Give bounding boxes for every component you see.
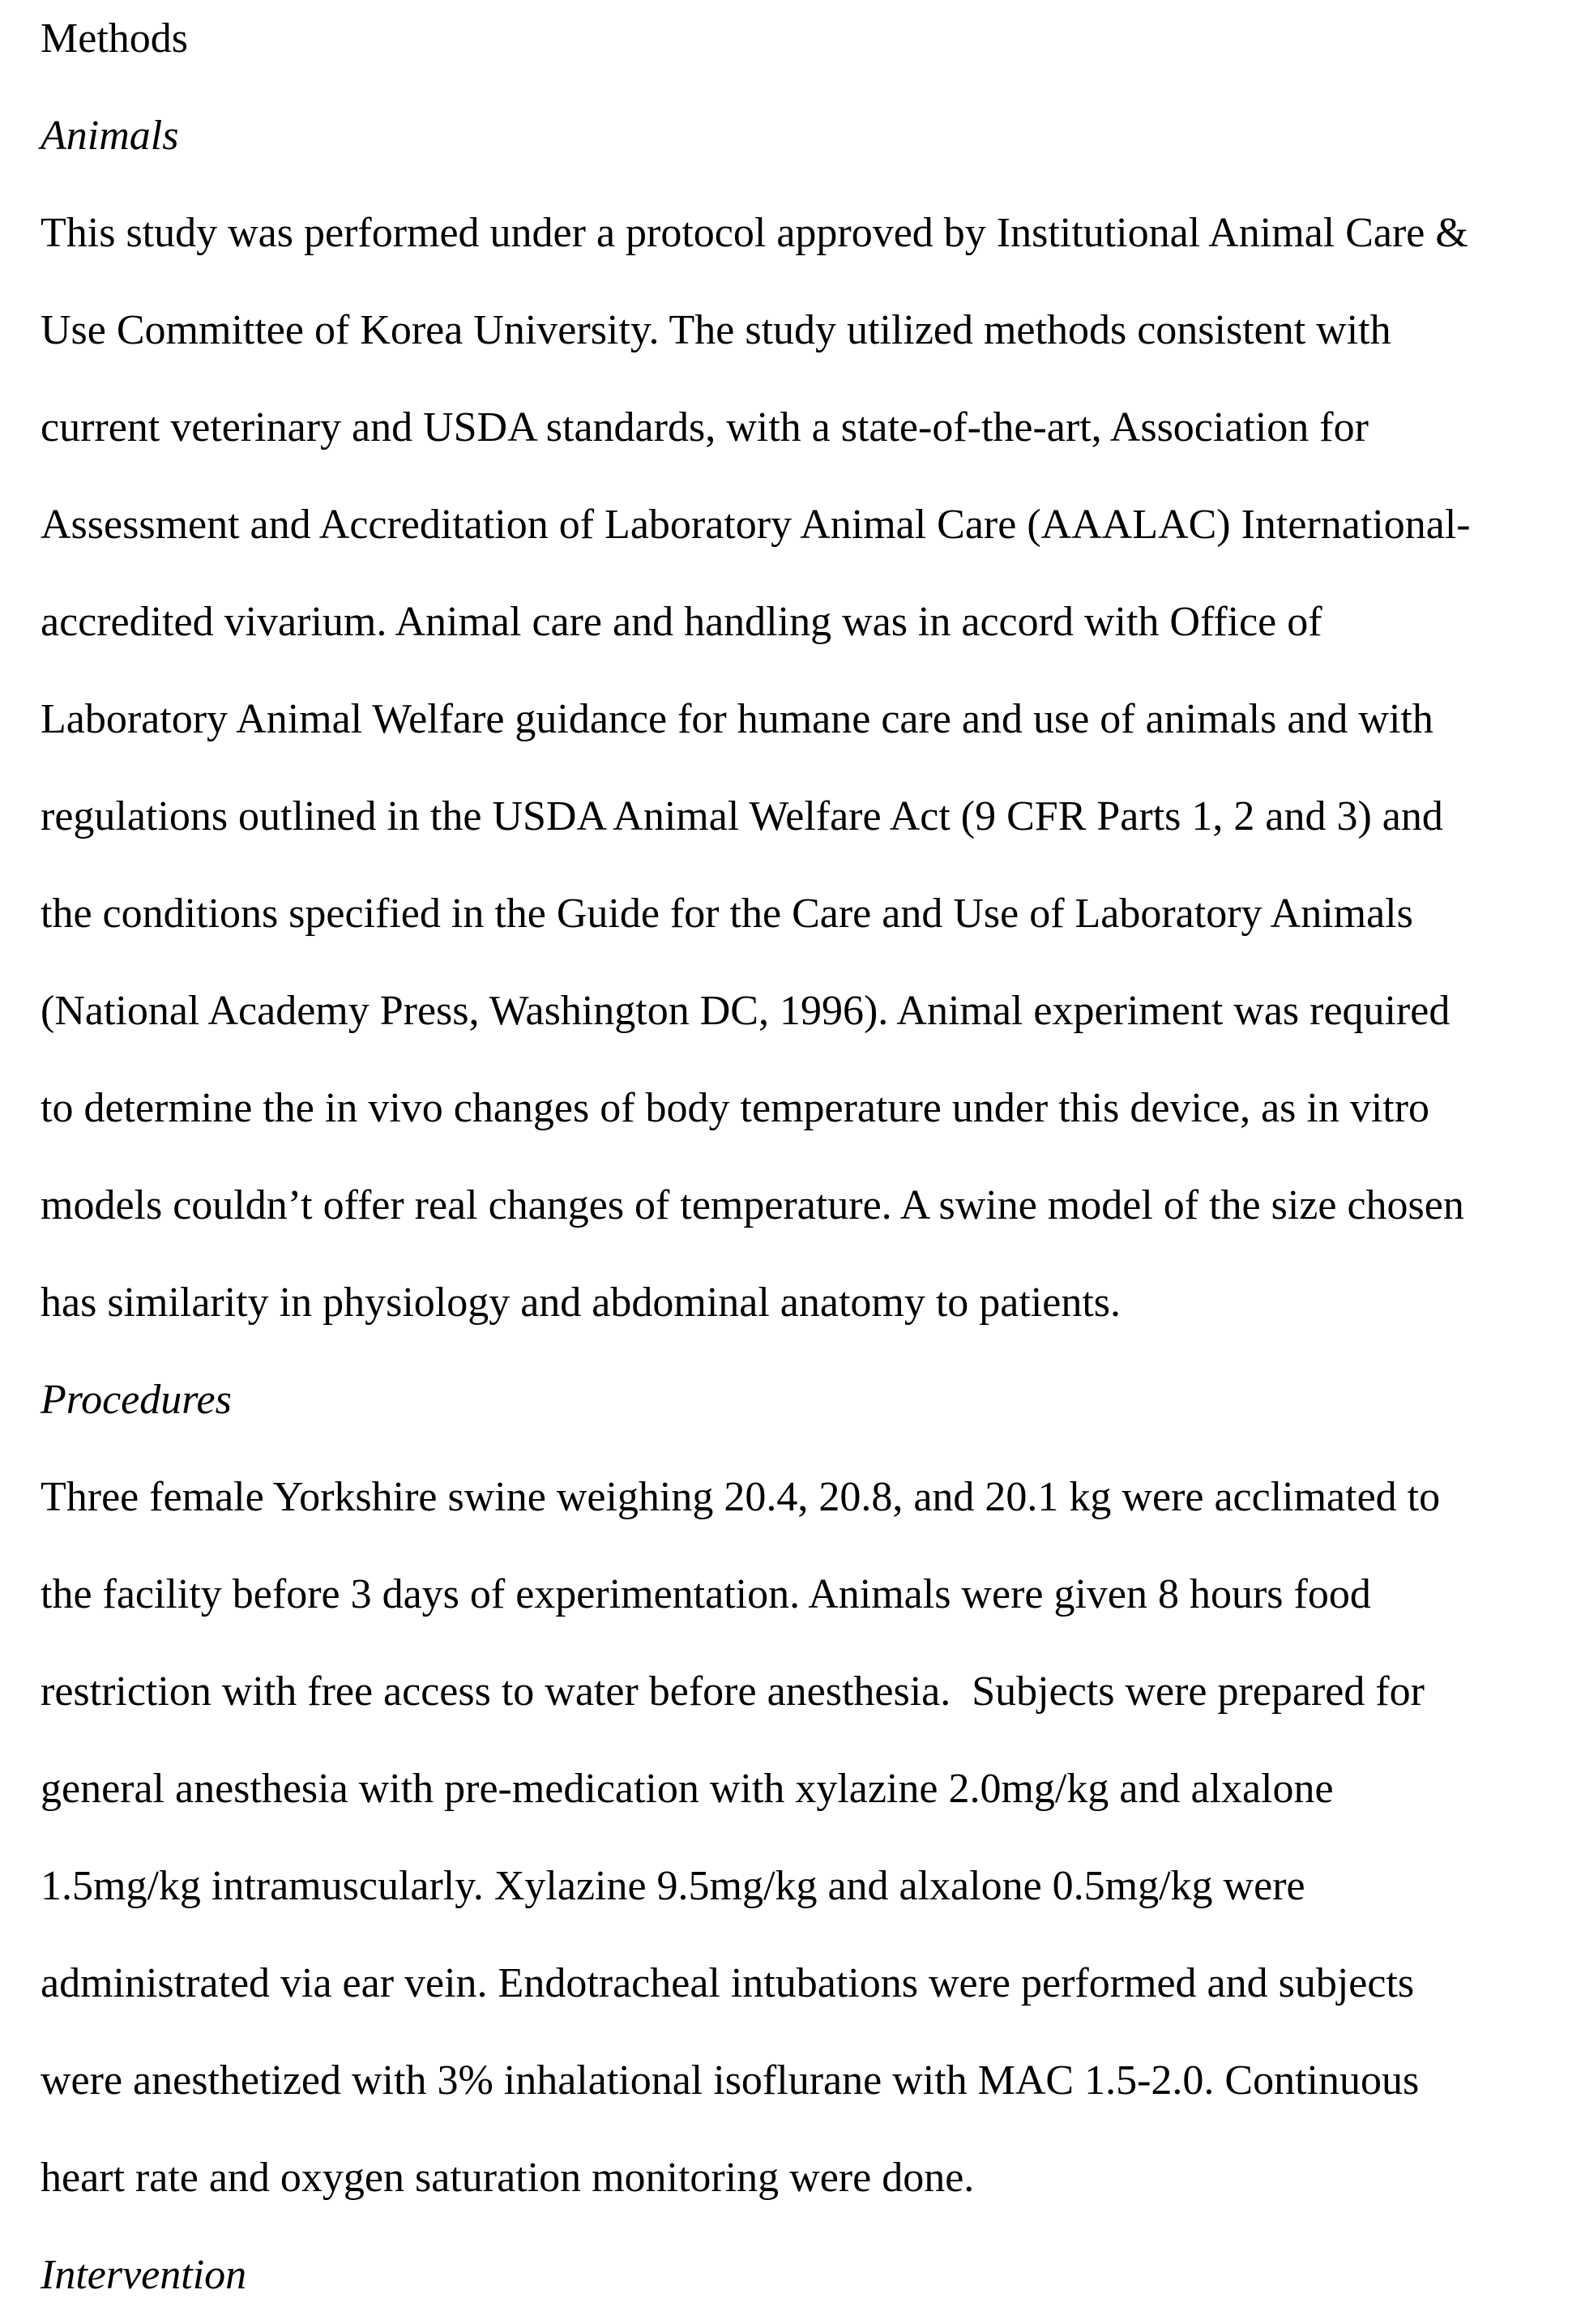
section-heading-methods: Methods	[41, 15, 188, 62]
text-line: accredited vivarium. Animal care and handling was in accord with Office of	[41, 599, 1322, 645]
procedures-paragraph	[41, 1449, 1553, 2227]
subsection-heading-intervention: Intervention	[41, 2252, 247, 2298]
text-line: to determine the in vivo changes of body temperature under this device, as in vitro	[41, 1085, 1430, 1131]
text-line: current veterinary and USDA standards, with a state-of-the-art, Association for	[41, 404, 1369, 451]
text-line: restriction with free access to water before anesthesia. Subjects were prepared for	[41, 1668, 1425, 1715]
text-line: general anesthesia with pre-medication with xylazine 2.0mg/kg and alxalone	[41, 1766, 1334, 1812]
animals-paragraph	[41, 185, 1553, 1352]
text-line: regulations outlined in the USDA Animal Welfare Act (9 CFR Parts 1, 2 and 3) and	[41, 793, 1443, 839]
text-line: heart rate and oxygen saturation monitoring were done.	[41, 2155, 975, 2201]
text-line: Three female Yorkshire swine weighing 20.4, 20.8, and 20.1 kg were acclimated to	[41, 1474, 1441, 1520]
text-line: were anesthetized with 3% inhalational isoflurane with MAC 1.5-2.0. Continuous	[41, 2057, 1420, 2104]
subsection-heading-animals: Animals	[41, 113, 179, 159]
subsection-heading-procedures: Procedures	[41, 1377, 232, 1423]
text-line: This study was performed under a protocol approved by Institutional Animal Care &	[41, 210, 1468, 256]
text-line: 1.5mg/kg intramuscularly. Xylazine 9.5mg/kg and alxalone 0.5mg/kg were	[41, 1863, 1305, 1909]
text-line: (National Academy Press, Washington DC, 1996). Animal experiment was required	[41, 988, 1450, 1034]
text-line: Assessment and Accreditation of Laboratory Animal Care (AAALAC) International-	[41, 502, 1471, 548]
text-line: has similarity in physiology and abdominal anatomy to patients.	[41, 1279, 1121, 1326]
text-line: Laboratory Animal Welfare guidance for humane care and use of animals and with	[41, 696, 1433, 742]
text-line: models couldn’t offer real changes of temperature. A swine model of the size chosen	[41, 1182, 1464, 1228]
text-line: administrated via ear vein. Endotracheal intubations were performed and subjects	[41, 1960, 1415, 2006]
text-line: the facility before 3 days of experimentation. Animals were given 8 hours food	[41, 1571, 1371, 1617]
text-line: Use Committee of Korea University. The study utilized methods consistent with	[41, 307, 1391, 353]
text-line: the conditions specified in the Guide for the Care and Use of Laboratory Animals	[41, 891, 1413, 937]
